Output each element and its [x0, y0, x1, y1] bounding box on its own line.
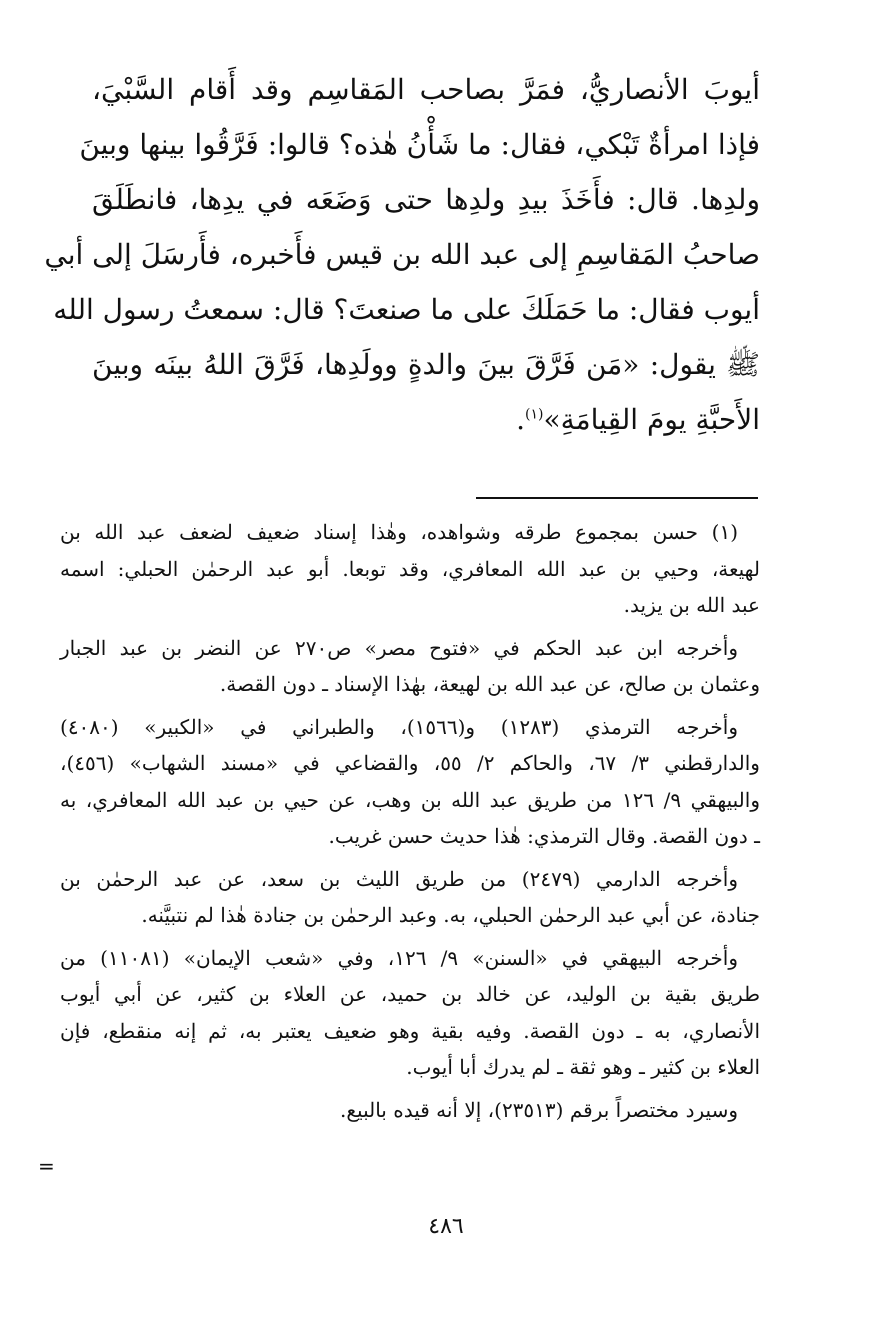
- footnote-line: ـ دون القصة. وقال الترمذي: هٰذا حديث حسن غريب.: [328, 824, 760, 848]
- footnote-line: وأخرجه ابن عبد الحكم في «فتوح مصر» ص٢٧٠ عن النضر بن عبد الجبار: [60, 635, 738, 660]
- footnote-reference[interactable]: (١): [525, 406, 544, 423]
- main-text-line: صاحبُ المَقاسِمِ إلى عبد الله بن قيس فأَخبره، فأَرسَلَ إلى أبي: [44, 238, 760, 271]
- footnote-line: الأنصاري، به ـ دون القصة. وفيه بقية وهو ضعيف يعتبر به، ثم إنه منقطع، فإن: [60, 1018, 760, 1043]
- footnote-paragraph: [60, 940, 760, 1086]
- footnote-line: وأخرجه الترمذي (١٢٨٣) و(١٥٦٦)، والطبراني في «الكبير» (٤٠٨٠): [60, 714, 738, 739]
- footnote-line: (١) حسن بمجموع طرقه وشواهده، وهٰذا إسناد ضعيف لضعف عبد الله بن: [60, 520, 738, 544]
- main-text-line: أيوب فقال: ما حَمَلَكَ على ما صنعتَ؟ قال: سمعتُ رسول الله: [53, 293, 760, 326]
- main-text-line: فإذا امرأةٌ تَبْكي، فقال: ما شَأْنُ هٰذه؟ قالوا: فَرَّقُوا بينها وبينَ: [79, 128, 760, 161]
- footnote-line: وعثمان بن صالح، عن عبد الله بن لهيعة، بهٰذا الإسناد ـ دون القصة.: [219, 672, 760, 696]
- footnote-line: طريق بقية بن الوليد، عن خالد بن حميد، عن العلاء بن كثير، عن أبي أيوب: [60, 982, 760, 1006]
- footnote-paragraph: [60, 630, 760, 703]
- main-text-last-line: [92, 392, 760, 447]
- main-text-block: [44, 62, 760, 447]
- footnote-paragraph: [60, 709, 760, 855]
- main-text-line: ﷺ يقول: «مَن فَرَّقَ بينَ والدةٍ وولَدِها، فَرَّقَ اللهُ بينَه وبينَ: [92, 348, 760, 381]
- footnote-line: جنادة، عن أبي عبد الرحمٰن الحبلي، به. وعبد الرحمٰن بن جنادة هٰذا لم نتبيَّنه.: [141, 903, 760, 927]
- footnote-separator-rule: [476, 497, 758, 499]
- main-text-line: أيوبَ الأنصاريُّ، فمَرَّ بصاحب المَقاسِم وقد أَقام السَّبْيَ،: [92, 73, 760, 106]
- footnote-line: العلاء بن كثير ـ وهو ثقة ـ لم يدرك أبا أيوب.: [406, 1055, 760, 1079]
- page-number: ٤٨٦: [428, 1214, 464, 1239]
- footnote-line: وسيرد مختصراً برقم (٢٣٥١٣)، إلا أنه قيده بالبيع.: [340, 1097, 738, 1122]
- footnote-paragraph: [60, 514, 760, 624]
- main-text-line-content: الأَحبَّةِ يومَ القِيامَةِ»: [543, 403, 760, 436]
- footnote-line: والدارقطني ٣/ ٦٧، والحاكم ٢/ ٥٥، والقضاعي في «مسند الشهاب» (٤٥٦)،: [60, 751, 760, 775]
- main-text-line: ولدِها. قال: فأَخَذَ بيدِ ولدِها حتى وَضَعَه في يدِها، فانطَلَقَ: [92, 183, 760, 216]
- footnote-line: وأخرجه الدارمي (٢٤٧٩) من طريق الليث بن سعد، عن عبد الرحمٰن بن: [60, 866, 738, 891]
- footnote-continues-mark: =: [38, 1154, 55, 1178]
- footnote-line: والبيهقي ٩/ ١٢٦ من طريق عبد الله بن وهب، عن حيي بن عبد الله المعافري، به: [60, 787, 760, 812]
- sentence-end: .: [516, 403, 526, 436]
- footnote-line: وأخرجه البيهقي في «السنن» ٩/ ١٢٦، وفي «شعب الإيمان» (١١٠٨١) من: [60, 945, 739, 970]
- footnotes-block: [60, 514, 760, 1128]
- footnote-paragraph: [60, 861, 760, 934]
- footnote-line: لهيعة، وحيي بن عبد الله المعافري، وقد توبعا. أبو عبد الرحمٰن الحبلي: اسمه: [60, 556, 760, 581]
- footnote-line: عبد الله بن يزيد.: [623, 593, 760, 617]
- footnote-paragraph: [60, 1092, 760, 1129]
